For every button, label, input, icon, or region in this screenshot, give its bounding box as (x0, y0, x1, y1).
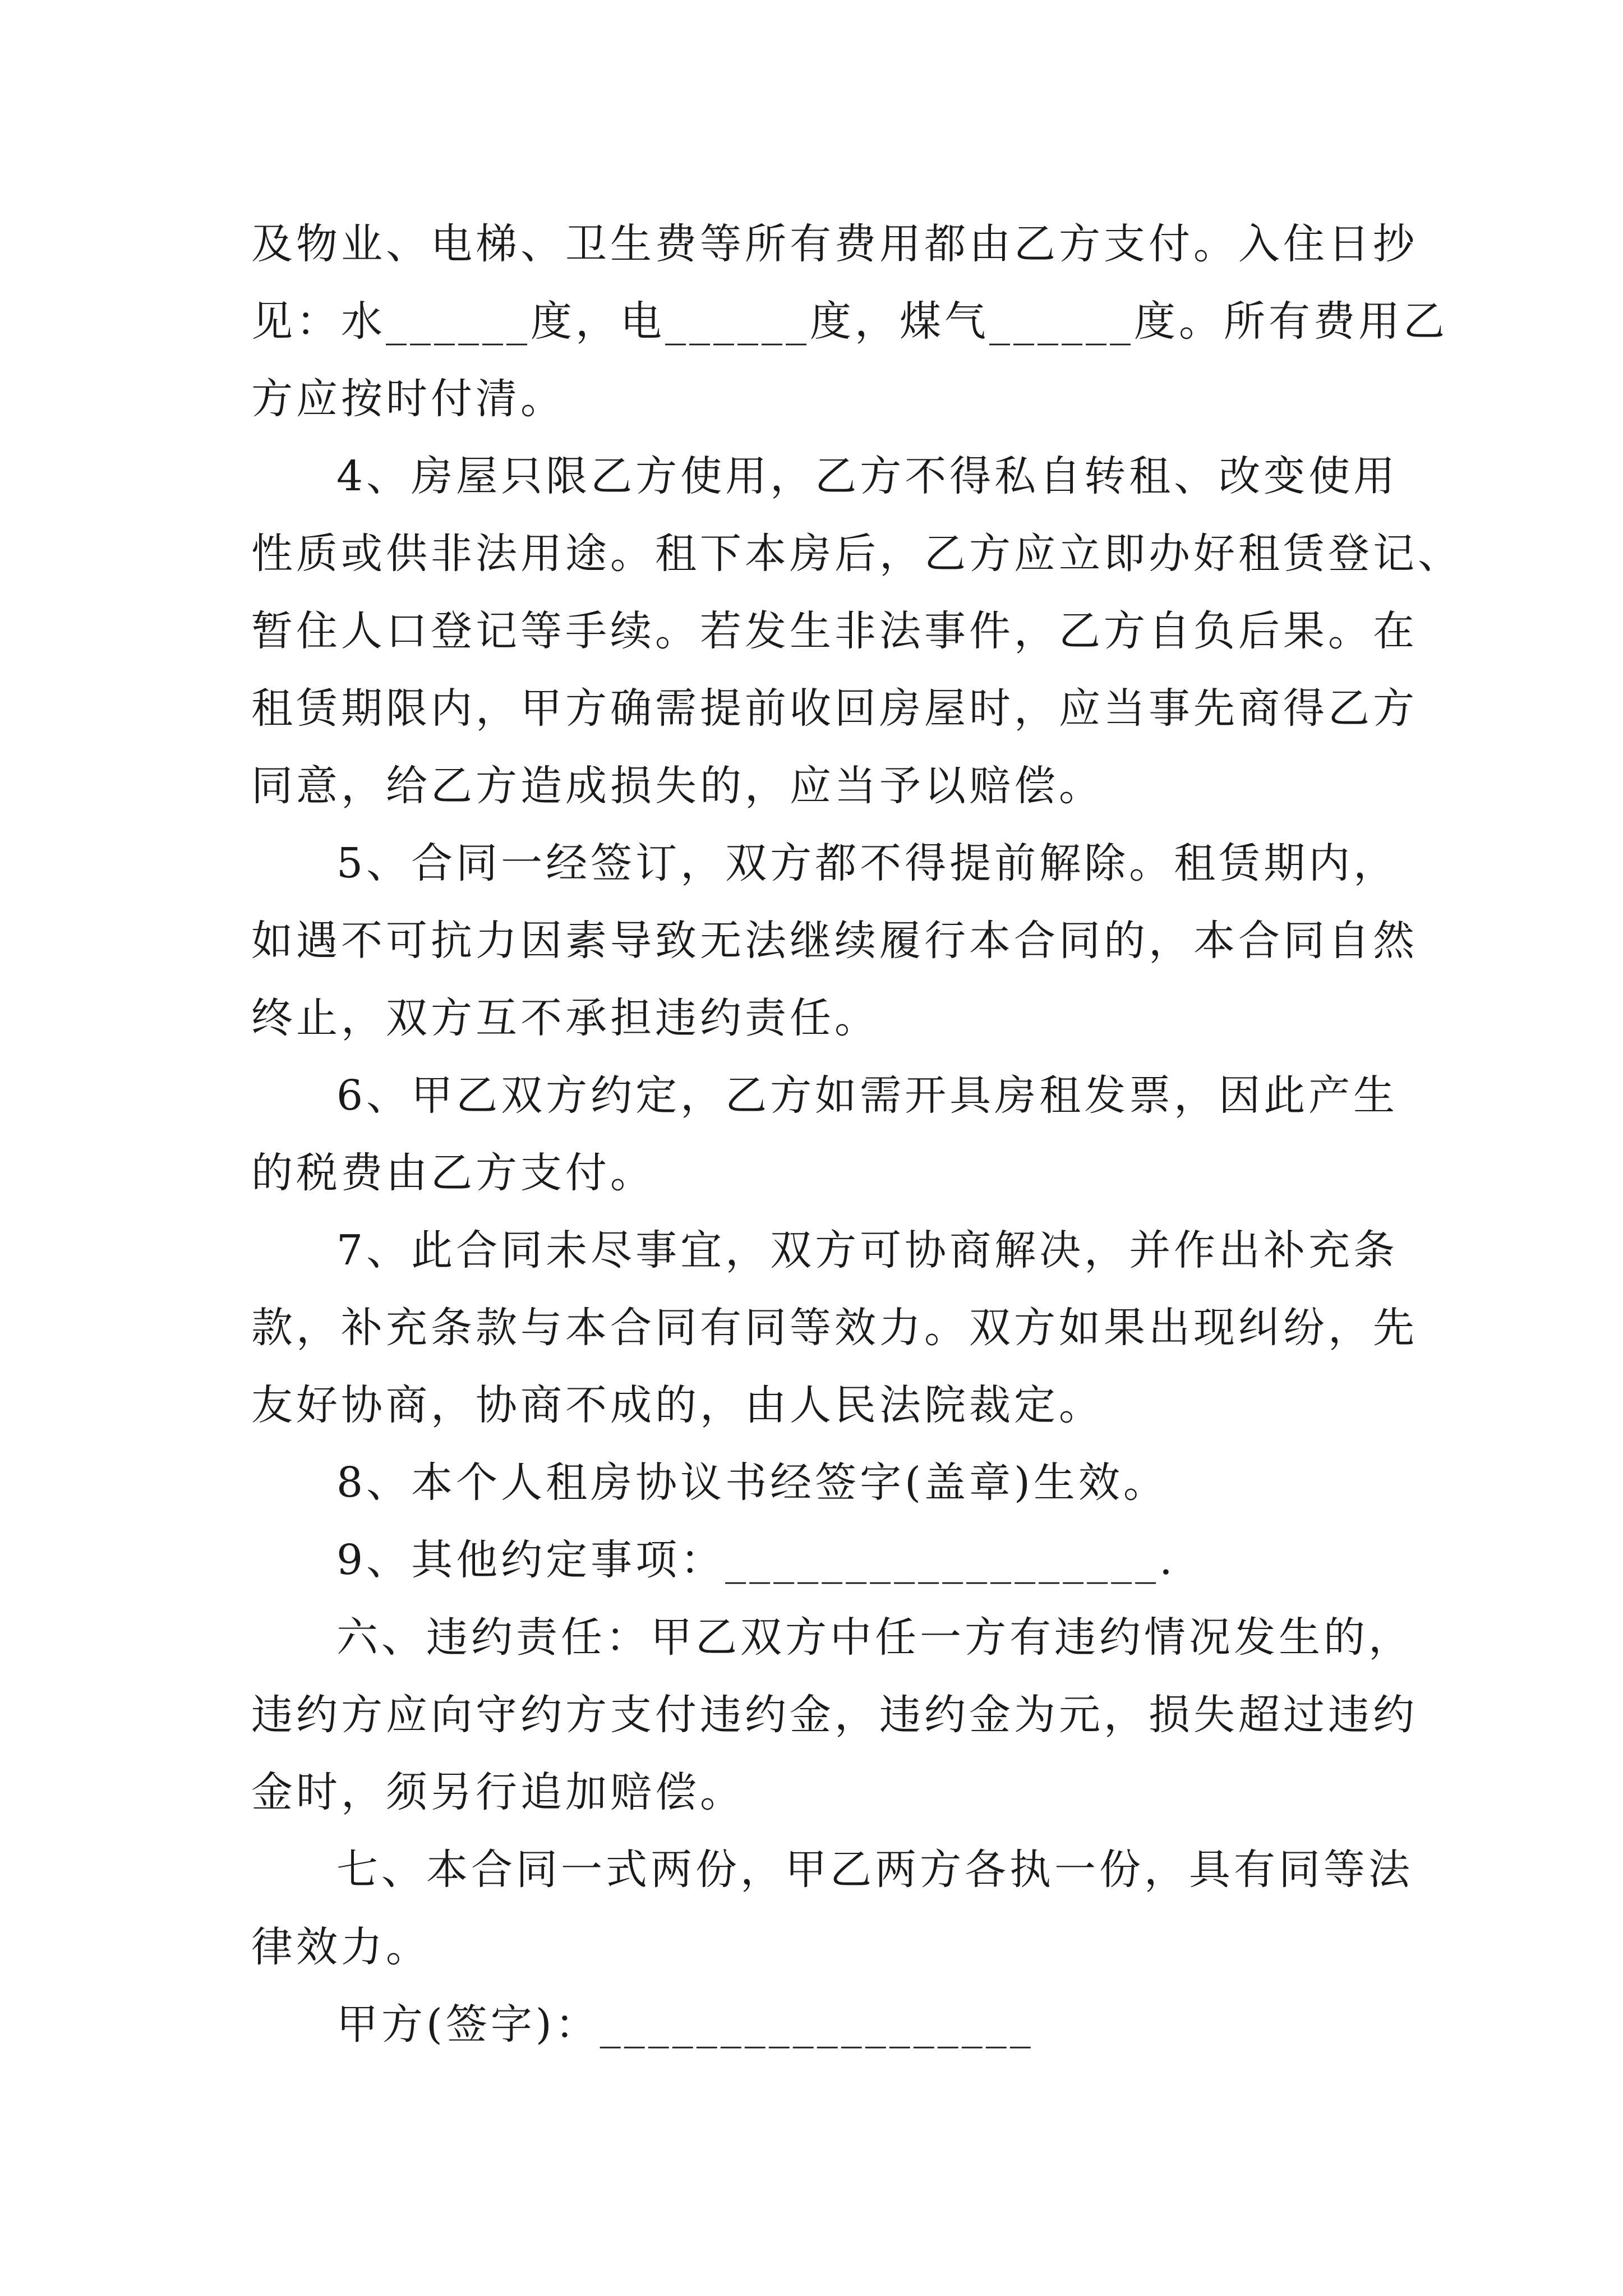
text-line: 友好协商，协商不成的，由人民法院裁定。 (251, 1381, 1104, 1429)
text-line: 8、本个人租房协议书经签字(盖章)生效。 (336, 1458, 1168, 1507)
paragraph-clause-4 (251, 438, 1463, 825)
paragraph-liability (251, 1599, 1418, 1831)
text-line: 7、此合同未尽事宜，双方可协商解决，并作出补充条 (336, 1226, 1399, 1274)
text-line: 方应按时付清。 (251, 375, 565, 423)
text-line: 见：水______度，电______度，煤气______度。所有费用乙 (251, 297, 1448, 346)
text-line: 9、其他约定事项：__________________. (336, 1536, 1176, 1584)
text-line: 款，补充条款与本合同有同等效力。双方如果出现纠纷，先 (251, 1304, 1418, 1352)
paragraph-signature-party-a (251, 1986, 1384, 2063)
text-line: 律效力。 (251, 1923, 431, 1971)
text-line: 终止，双方互不承担违约责任。 (251, 994, 879, 1042)
text-line: 5、合同一经签订，双方都不得提前解除。租赁期内， (336, 839, 1399, 887)
text-line: 4、房屋只限乙方使用，乙方不得私自转租、改变使用 (336, 452, 1399, 500)
text-line: 违约方应向守约方支付违约金，违约金为元，损失超过违约 (251, 1691, 1418, 1739)
paragraph-clause-6 (251, 1057, 1399, 1212)
paragraph-copies (251, 1831, 1413, 1986)
text-line: 七、本合同一式两份，甲乙两方各执一份，具有同等法 (336, 1846, 1413, 1894)
paragraph-clause-7 (251, 1212, 1418, 1444)
text-line: 金时，须另行追加赔偿。 (251, 1768, 745, 1816)
paragraph-fees-continued (251, 205, 1448, 438)
text-line: 及物业、电梯、卫生费等所有费用都由乙方支付。入住日抄 (251, 220, 1418, 268)
text-line: 性质或供非法用途。租下本房后，乙方应立即办好租赁登记、 (251, 530, 1463, 578)
text-line: 6、甲乙双方约定，乙方如需开具房租发票，因此产生 (336, 1071, 1399, 1120)
paragraph-clause-9 (251, 1521, 1384, 1599)
paragraph-clause-5 (251, 825, 1418, 1057)
text-line: 暂住人口登记等手续。若发生非法事件，乙方自负后果。在 (251, 607, 1418, 655)
text-line: 租赁期限内，甲方确需提前收回房屋时，应当事先商得乙方 (251, 684, 1418, 733)
signature-line-party-a: 甲方(签字)：__________________ (336, 2000, 1034, 2049)
text-line: 如遇不可抗力因素导致无法继续履行本合同的，本合同自然 (251, 917, 1418, 965)
paragraph-clause-8 (251, 1444, 1384, 1521)
text-line: 同意，给乙方造成损失的，应当予以赔偿。 (251, 762, 1104, 810)
text-line: 六、违约责任：甲乙双方中任一方有违约情况发生的， (336, 1613, 1413, 1662)
text-line: 的税费由乙方支付。 (251, 1149, 655, 1197)
